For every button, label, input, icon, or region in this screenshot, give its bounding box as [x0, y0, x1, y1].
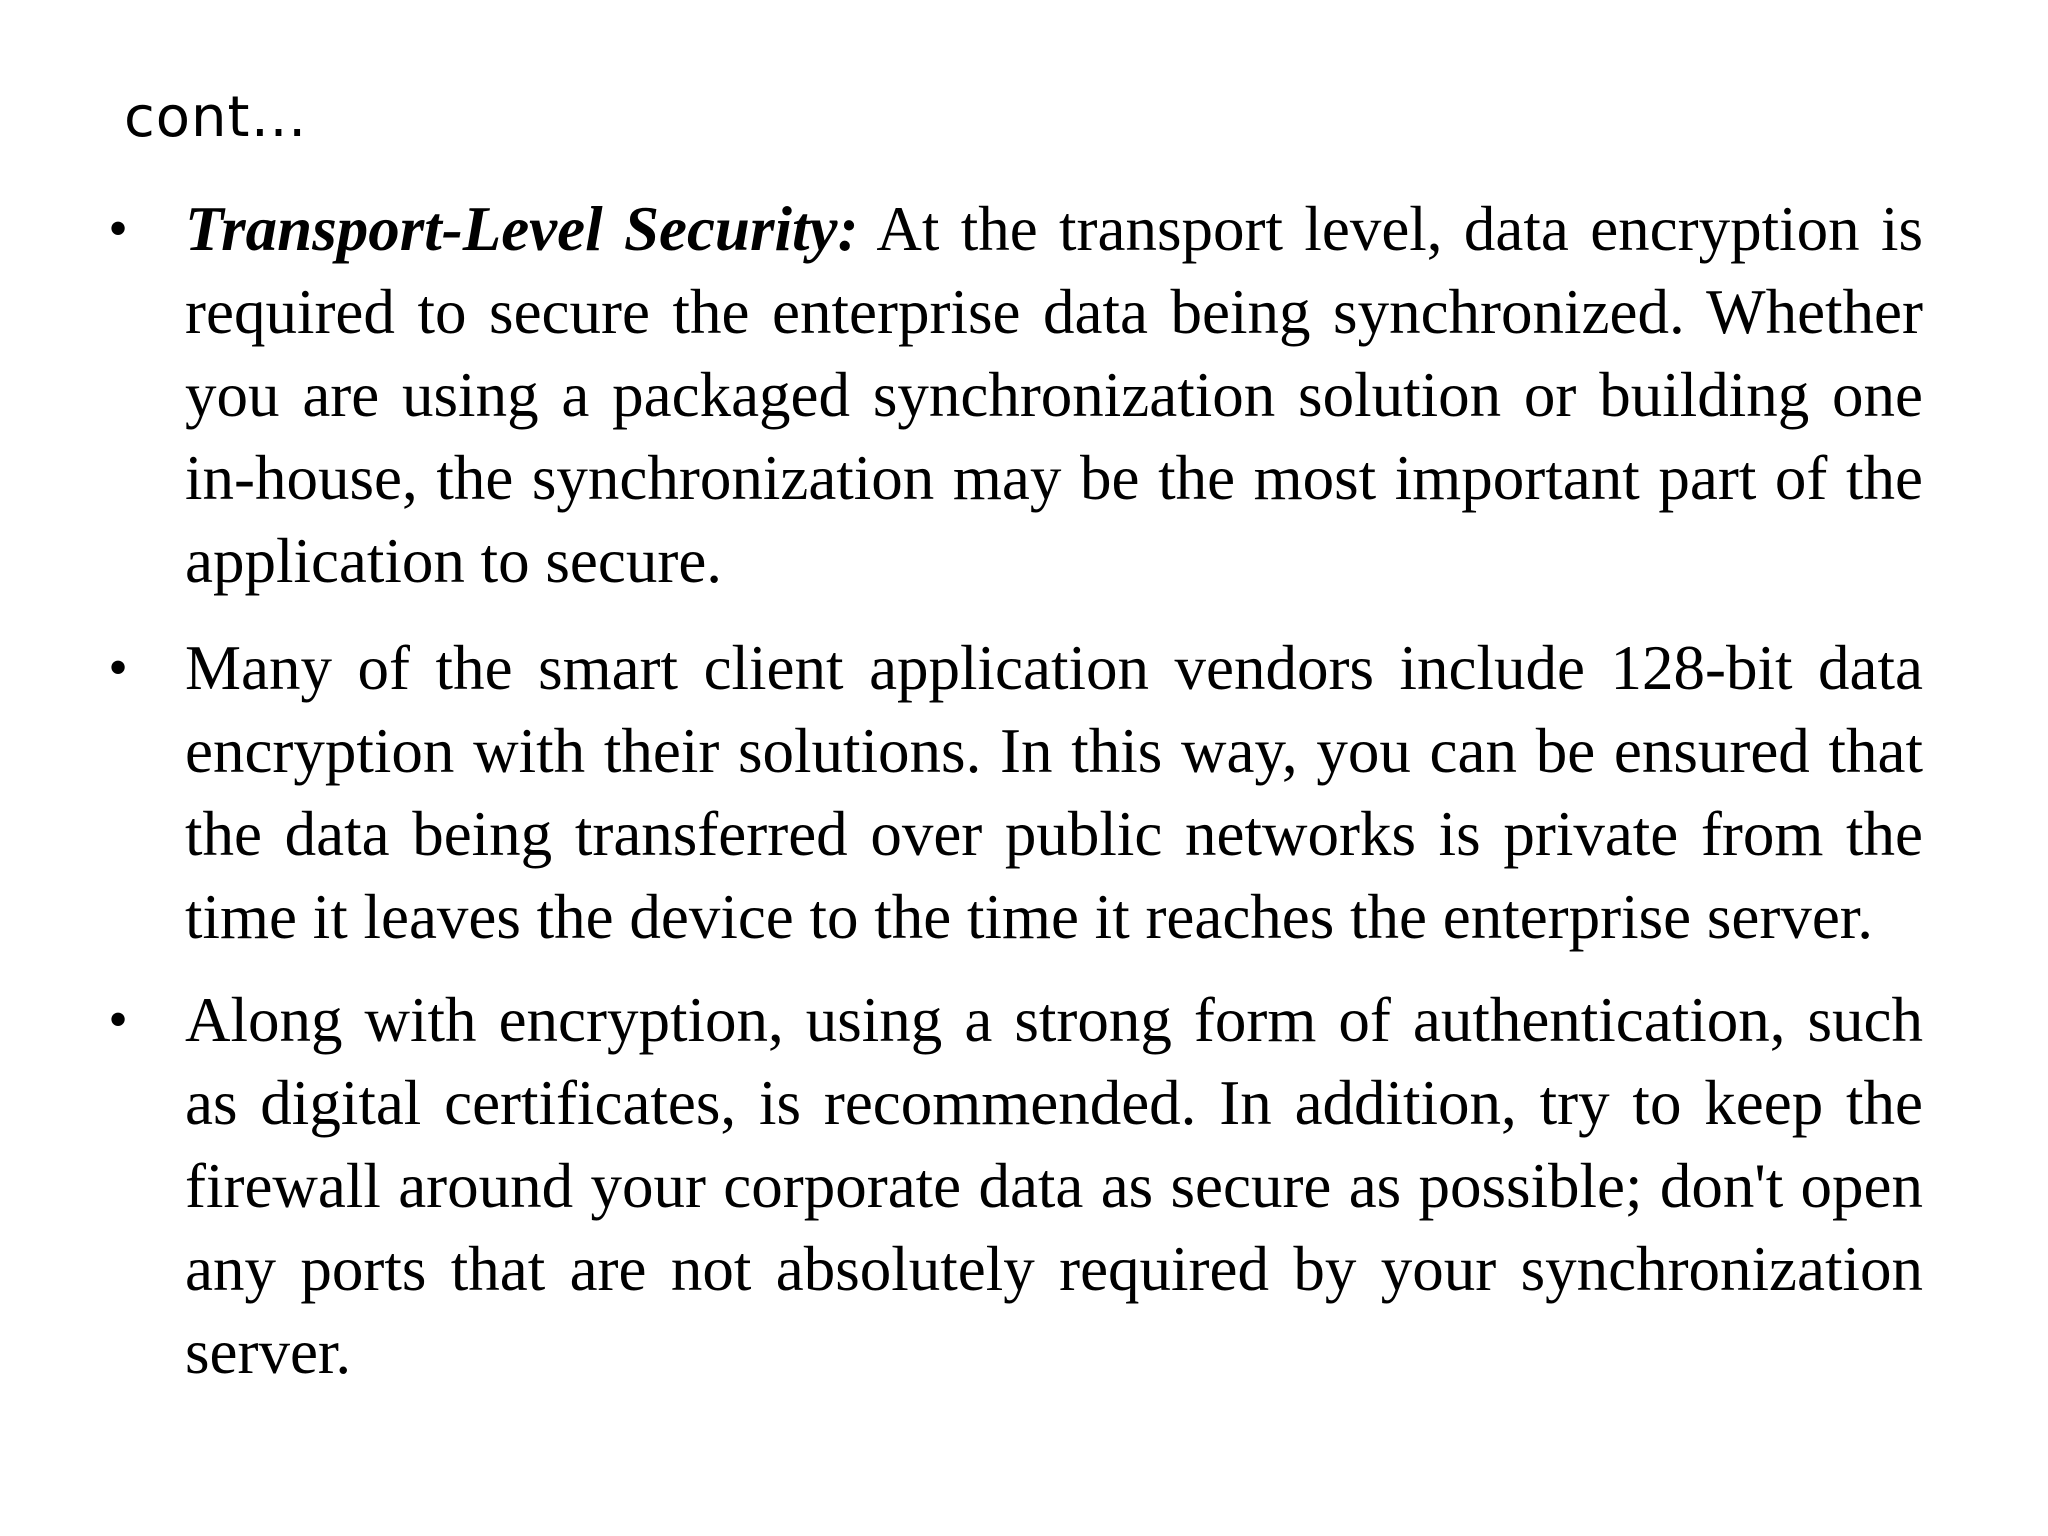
bullet-body: At the transport level, data encryption is required to secure the enterprise data being synchronized. Whether you are using a packaged synchronization solution or building one in-house, the synchronization may be the most important part of the application to secure.	[185, 194, 1923, 596]
bullet-item-transport-security	[103, 188, 1923, 603]
bullet-item-encryption-vendors	[103, 627, 1923, 959]
bullet-list	[103, 188, 1923, 1418]
slide-title: cont…	[124, 85, 308, 150]
bullet-text: Along with encryption, using a strong form of authentication, such as digital certificates, is recommended. In addition, try to keep the firewall around your corporate data as secure as possible; don't open any ports that are not absolutely required by your synchronization server.	[185, 985, 1923, 1387]
bullet-icon: •	[108, 989, 128, 1051]
bullet-icon: •	[108, 637, 128, 699]
bullet-icon: •	[108, 198, 128, 260]
bullet-item-authentication	[103, 979, 1923, 1394]
bullet-text: Many of the smart client application vendors include 128-bit data encryption with their solutions. In this way, you can be ensured that the data being transferred over public networks is private from the time it leaves the device to the time it reaches the enterprise server.	[185, 633, 1923, 952]
bullet-text	[185, 188, 1923, 603]
bullet-term: Transport-Level Security:	[185, 194, 859, 264]
